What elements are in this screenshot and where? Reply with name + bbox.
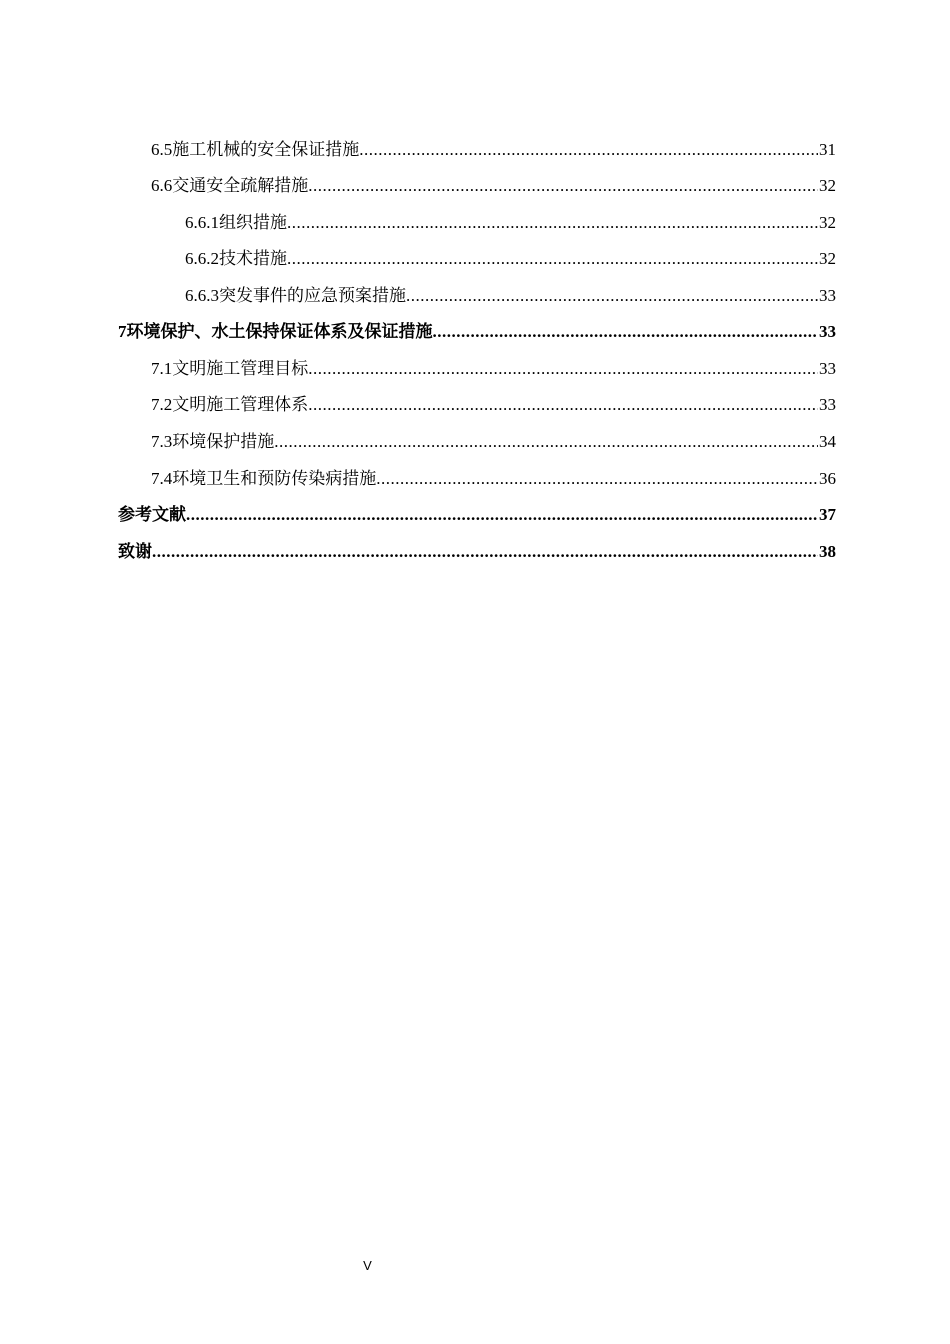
toc-entry-page: 32	[819, 176, 836, 195]
toc-dot-leader	[308, 173, 818, 199]
toc-dot-leader	[287, 246, 818, 272]
toc-entry-page: 32	[819, 213, 836, 232]
toc-entry-title: 参考文献	[118, 505, 186, 524]
toc-entry-title: 环境保护、水土保持保证体系及保证措施	[126, 322, 433, 341]
toc-entry-page: 34	[819, 432, 836, 451]
toc-entry-title: 文明施工管理体系	[172, 395, 309, 414]
toc-dot-leader	[376, 466, 818, 492]
toc-entry-number: 7.2	[151, 395, 173, 414]
toc-entry-number: 6.6.3	[185, 286, 219, 305]
toc-entry-title: 致谢	[118, 542, 152, 561]
toc-entry-page: 32	[819, 249, 836, 268]
toc-entry-page: 37	[819, 505, 836, 524]
toc-entry-page: 38	[819, 542, 836, 561]
toc-entry-page: 33	[819, 359, 836, 378]
toc-entry-title: 组织措施	[219, 213, 287, 232]
page-number: V	[363, 1258, 372, 1273]
toc-dot-leader	[186, 502, 818, 528]
toc-entry-6-6-1[interactable]	[185, 210, 836, 236]
toc-dot-leader	[359, 137, 818, 163]
toc-entry-number: 7.4	[151, 469, 173, 488]
toc-entry-number: 6.5	[151, 140, 173, 159]
table-of-contents	[0, 0, 950, 600]
toc-entry-title: 施工机械的安全保证措施	[172, 140, 360, 159]
toc-dot-leader	[287, 210, 818, 236]
toc-entry-title: 交通安全疏解措施	[172, 176, 309, 195]
toc-entry-number: 6.6.2	[185, 249, 219, 268]
toc-entry-7[interactable]	[118, 319, 836, 345]
toc-entry-number: 7.1	[151, 359, 173, 378]
toc-entry-number: 7	[118, 322, 127, 341]
toc-entry-number: 6.6	[151, 176, 173, 195]
toc-entry-title: 文明施工管理目标	[172, 359, 309, 378]
toc-entry-title: 突发事件的应急预案措施	[219, 286, 406, 305]
toc-dot-leader	[308, 356, 818, 382]
toc-entry-7-2[interactable]	[151, 392, 836, 418]
toc-entry-6-6[interactable]	[151, 173, 836, 199]
toc-entry-title: 技术措施	[219, 249, 287, 268]
toc-dot-leader	[308, 392, 818, 418]
toc-entry-7-3[interactable]	[151, 429, 836, 455]
toc-entry-title: 环境保护措施	[172, 432, 275, 451]
toc-entry-page: 33	[819, 286, 836, 305]
toc-entry-page: 33	[819, 395, 836, 414]
toc-entry-number: 7.3	[151, 432, 173, 451]
toc-dot-leader	[406, 283, 818, 309]
toc-entry-page: 33	[819, 322, 836, 341]
toc-dot-leader	[274, 429, 818, 455]
toc-entry-acknowledgements[interactable]	[118, 539, 836, 565]
toc-entry-7-1[interactable]	[151, 356, 836, 382]
toc-entry-6-6-2[interactable]	[185, 246, 836, 272]
toc-entry-title: 环境卫生和预防传染病措施	[172, 469, 377, 488]
toc-entry-6-6-3[interactable]	[185, 283, 836, 309]
toc-dot-leader	[152, 539, 818, 565]
toc-dot-leader	[433, 319, 819, 345]
toc-entry-7-4[interactable]	[151, 466, 836, 492]
toc-entry-page: 36	[819, 469, 836, 488]
toc-entry-6-5[interactable]	[151, 137, 836, 163]
toc-entry-references[interactable]	[118, 502, 836, 528]
toc-entry-number: 6.6.1	[185, 213, 219, 232]
toc-entry-page: 31	[819, 140, 836, 159]
